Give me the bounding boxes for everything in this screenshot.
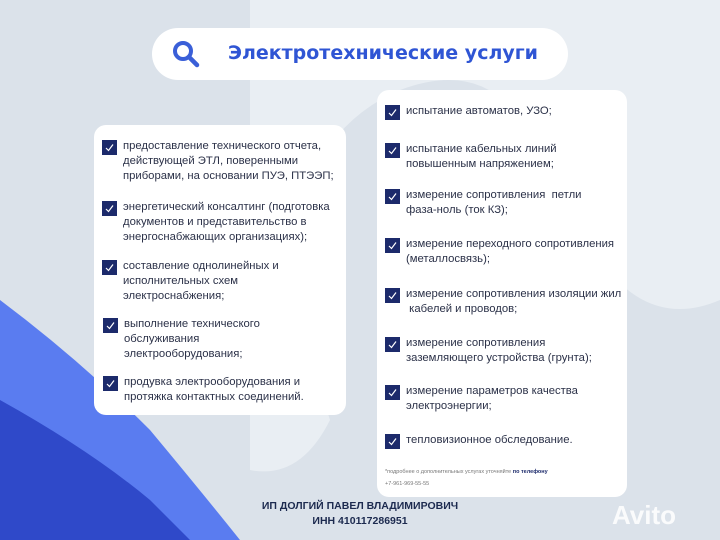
page-title: Электротехнические услуги [228, 42, 538, 64]
list-item [385, 433, 573, 449]
search-icon [172, 40, 200, 68]
service-text: тепловизионное обследование. [406, 434, 573, 446]
avito-watermark: Avito [612, 500, 677, 530]
service-text: измерение сопротивления изоляции жил кабелей и проводов; [406, 288, 622, 315]
list-item [385, 188, 581, 218]
list-item [103, 317, 260, 362]
checkbox-checked-icon [385, 105, 400, 120]
list-item [385, 287, 621, 317]
checkbox-checked-icon [385, 434, 400, 449]
service-text: измерение переходного сопротивления (металлосвязь); [406, 238, 615, 265]
checkbox-checked-icon [385, 189, 400, 204]
service-text: измерение сопротивления петли фаза-ноль (ток КЗ); [406, 189, 582, 216]
checkbox-checked-icon [385, 143, 400, 158]
service-text: измерение параметров качества электроэнергии; [406, 385, 578, 412]
checkbox-checked-icon [385, 337, 400, 352]
checkbox-checked-icon [385, 288, 400, 303]
service-text: выполнение технического обслуживания электрооборудования; [124, 318, 260, 360]
owner-name: ИП ДОЛГИЙ ПАВЕЛ ВЛАДИМИРОВИЧ [261, 500, 459, 512]
checkbox-checked-icon [385, 238, 400, 253]
services-card-right [377, 90, 627, 497]
title-bar [152, 28, 568, 80]
services-card-left [94, 125, 346, 415]
list-item [102, 200, 330, 245]
checkbox-checked-icon [102, 201, 117, 216]
list-item [102, 259, 279, 304]
checkbox-checked-icon [103, 318, 118, 333]
list-item [103, 375, 304, 405]
list-item [385, 104, 552, 120]
footnote-text: *подробнее о дополнительных услугах уточняйте [385, 469, 512, 475]
list-item [385, 237, 614, 267]
list-item [102, 139, 334, 184]
owner-inn: ИНН 410117286951 [312, 515, 408, 527]
list-item [385, 384, 578, 414]
service-text: составление однолинейных и исполнительных схем электроснабжения; [123, 260, 279, 302]
footnote [385, 469, 548, 476]
footnote-phone: +7-961-969-55-55 [385, 481, 430, 487]
checkbox-checked-icon [103, 376, 118, 391]
service-text: предоставление технического отчета, действующей ЭТЛ, поверенными приборами, на основании ПУЭ, ПТЭЭП; [123, 140, 334, 182]
service-text: продувка электрооборудования и протяжка контактных соединений. [124, 376, 304, 403]
service-text: измерение сопротивления заземляющего устройства (грунта); [406, 337, 592, 364]
footnote-link: по телефону [512, 469, 548, 475]
checkbox-checked-icon [385, 385, 400, 400]
service-text: испытание кабельных линий повышенным напряжением; [406, 143, 557, 170]
checkbox-checked-icon [102, 140, 117, 155]
list-item [385, 336, 592, 366]
checkbox-checked-icon [102, 260, 117, 275]
service-text: энергетический консалтинг (подготовка документов и представительство в энергоснабжающих организациях); [123, 201, 330, 243]
list-item [385, 142, 557, 172]
service-text: испытание автоматов, УЗО; [406, 105, 552, 117]
